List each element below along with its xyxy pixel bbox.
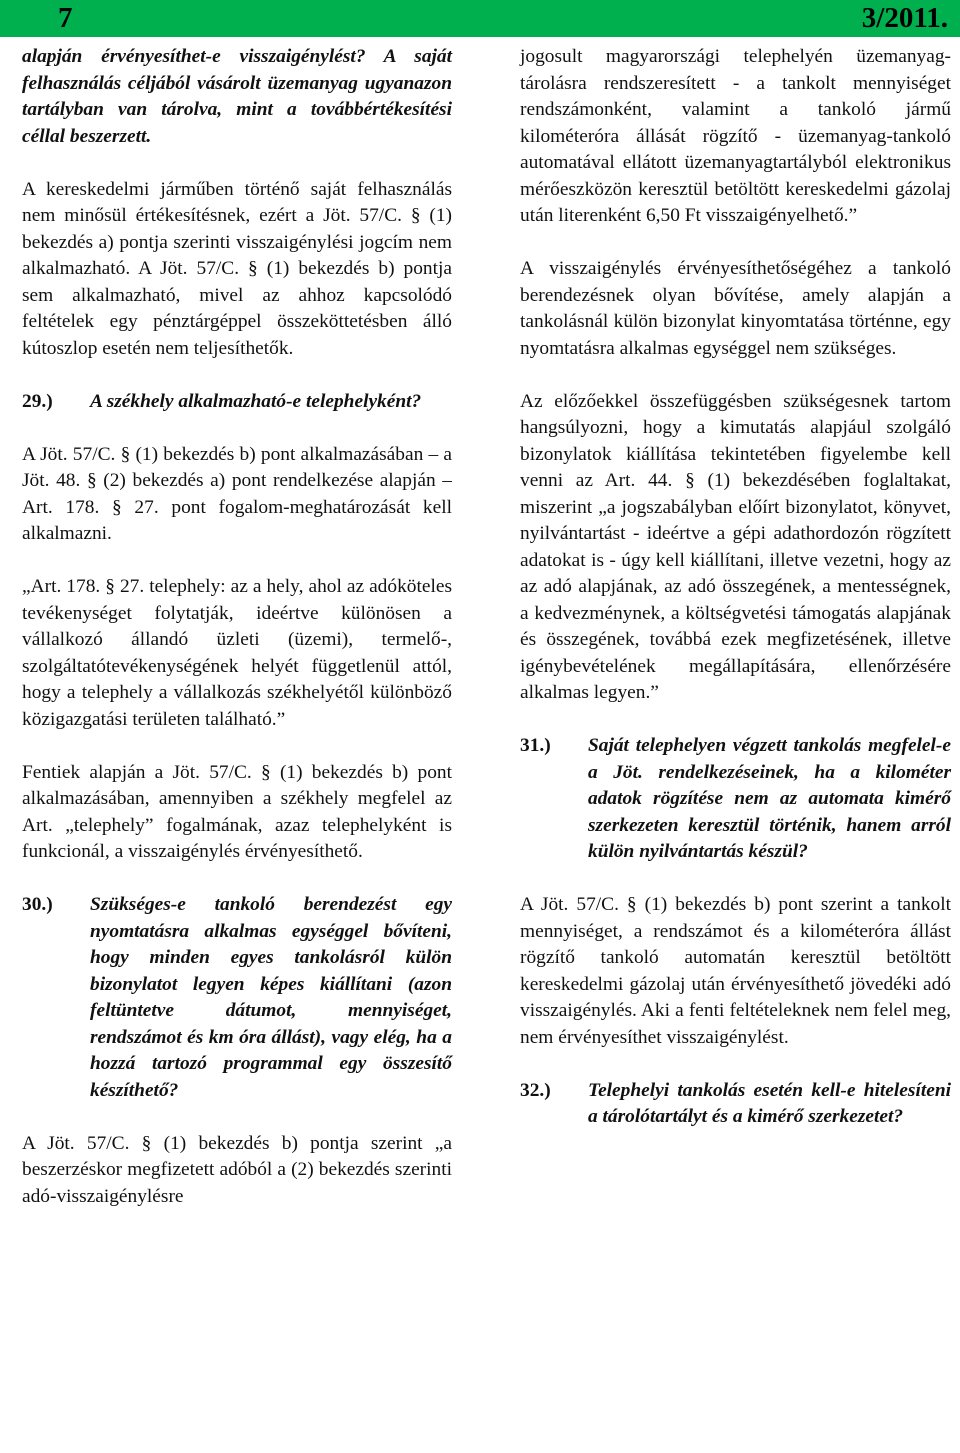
question-number: 29.) [22,390,53,412]
issue-number: 3/2011. [861,2,948,34]
question-32 [520,1078,951,1131]
question-number: 31.) [520,735,551,756]
question-continuation: alapján érvényesíthet-e visszaigénylést? A saját felhasználás céljából vásárolt üzemanyag ugyanazon tartályban van tárolva, mint a továbbértékesítési céllal beszerzett. [22,46,452,147]
question-text: Saját telephelyen végzett tankolás megfelel-e a Jöt. rendelkezéseinek, ha a kilométer adatok rögzítése nem az automata kimérő szerkezeten keresztül történik, hanem arról külön nyilvántartás készül? [588,735,951,862]
answer-paragraph: A Jöt. 57/C. § (1) bekezdés b) pont alkalmazásában – a Jöt. 48. § (2) bekezdés a) pont rendelkezése alapján – Art. 178. § 27. pont fogalom-meghatározását kell alkalmazni. [22,443,452,544]
answer-paragraph: Az előzőekkel összefüggésben szükségesnek tartom hangsúlyozni, hogy a kimutatás alapjául szolgáló bizonylatok kiállítása tekintetében figyelembe kell venni az Art. 44. § (1) bekezdésében foglaltakat, miszerint „a jogszabályban előírt bizonylatot, könyvet, nyilvántartást - ideértve a gépi adathordozón rögzített adatokat is - úgy kell kiállítani, illetve vezetni, hogy az az adó alapjának, az adó összegének, a mentességnek, a kedvezménynek, a költségvetési támogatás alapjának és összegének, továbbá ezek megfizetésének, illetve igénybevételének megállapítására, ellenőrzésére alkalmas legyen.” [520,390,951,703]
answer-paragraph: A Jöt. 57/C. § (1) bekezdés b) pontja szerint „a beszerzéskor megfizetett adóból a (2) bekezdés szerinti adó-visszaigénylésre [22,1132,452,1207]
quoted-definition: „Art. 178. § 27. telephely: az a hely, ahol az adóköteles tevékenységet folytatják, ideértve különösen a vállalkozó állandó üzleti (üzemi), termelő-, szolgáltatótevékenységének helyét függetlenül attól, hogy a telephely a vállalkozás székhelyétől különböző közigazgatási területen található.” [22,576,452,730]
question-text: Szükséges-e tankoló berendezést egy nyomtatásra alkalmas egységgel bővíteni, hogy minden egyes tankolásról külön bizonylatot legyen képes kiállítani (azon feltüntetve dátumot, mennyiséget, rendszámot és km óra állást), vagy elég, ha a hozzá tartozó programmal egy összesítő készíthető? [90,894,452,1101]
quoted-continuation: jogosult magyarországi telephelyén üzemanyag-tárolásra rendszeresített - a tankolt mennyiséget rendszámonként, valamint a tankoló jármű kilométeróra állását rögzítő - üzemanyag-tankoló automatával ellátott üzemanyagtartályból elektronikus mérőeszközön keresztül betöltött kereskedelmi gázolaj után literenként 6,50 Ft visszaigényelhető.” [520,46,951,226]
question-29 [22,389,452,416]
answer-paragraph: A Jöt. 57/C. § (1) bekezdés b) pont szerint a tankolt mennyiséget, a rendszámot és a kilométeróra állást rögzítő tankoló automatán keresztül betöltött kereskedelmi gázolaj után érvényesíthető jövedéki adó visszaigénylés. Aki a fenti feltételeknek nem felel meg, nem érvényesíthet visszaigénylést. [520,894,951,1048]
answer-paragraph: Fentiek alapján a Jöt. 57/C. § (1) bekezdés b) pont alkalmazásában, amennyiben a székhely megfelel az Art. „telephely” fogalmának, azaz telephelyként is funkcionál, a visszaigénylés érvényesíthető. [22,761,452,862]
right-column [520,44,951,1131]
question-text: A székhely alkalmazható-e telephelyként? [90,390,422,412]
page-number: 7 [58,2,73,34]
answer-paragraph: A kereskedelmi járműben történő saját felhasználás nem minősül értékesítésnek, ezért a Jöt. 57/C. § (1) bekezdés a) pontja szerinti visszaigénylési jogcím nem alkalmazható. A Jöt. 57/C. § (1) bekezdés b) pontja sem alkalmazható, mivel az ahhoz kapcsolódó feltételek egy pénztárgéppel összeköttetésben álló kútoszlop esetén nem teljesíthetők. [22,178,452,359]
question-31 [520,733,951,866]
question-number: 32.) [520,1079,551,1101]
page-header [0,0,960,37]
question-30 [22,892,452,1104]
answer-paragraph: A visszaigénylés érvényesíthetőségéhez a tankoló berendezésnek olyan bővítése, amely alapján a tankolásnál külön bizonylat kinyomtatása történne, egy nyomtatásra alkalmas egységgel nem szükséges. [520,258,951,359]
left-column [22,44,452,1210]
question-number: 30.) [22,894,53,915]
question-text: Telephelyi tankolás esetén kell-e hitelesíteni a tárolótartályt és a kimérő szerkezetet? [588,1079,951,1127]
